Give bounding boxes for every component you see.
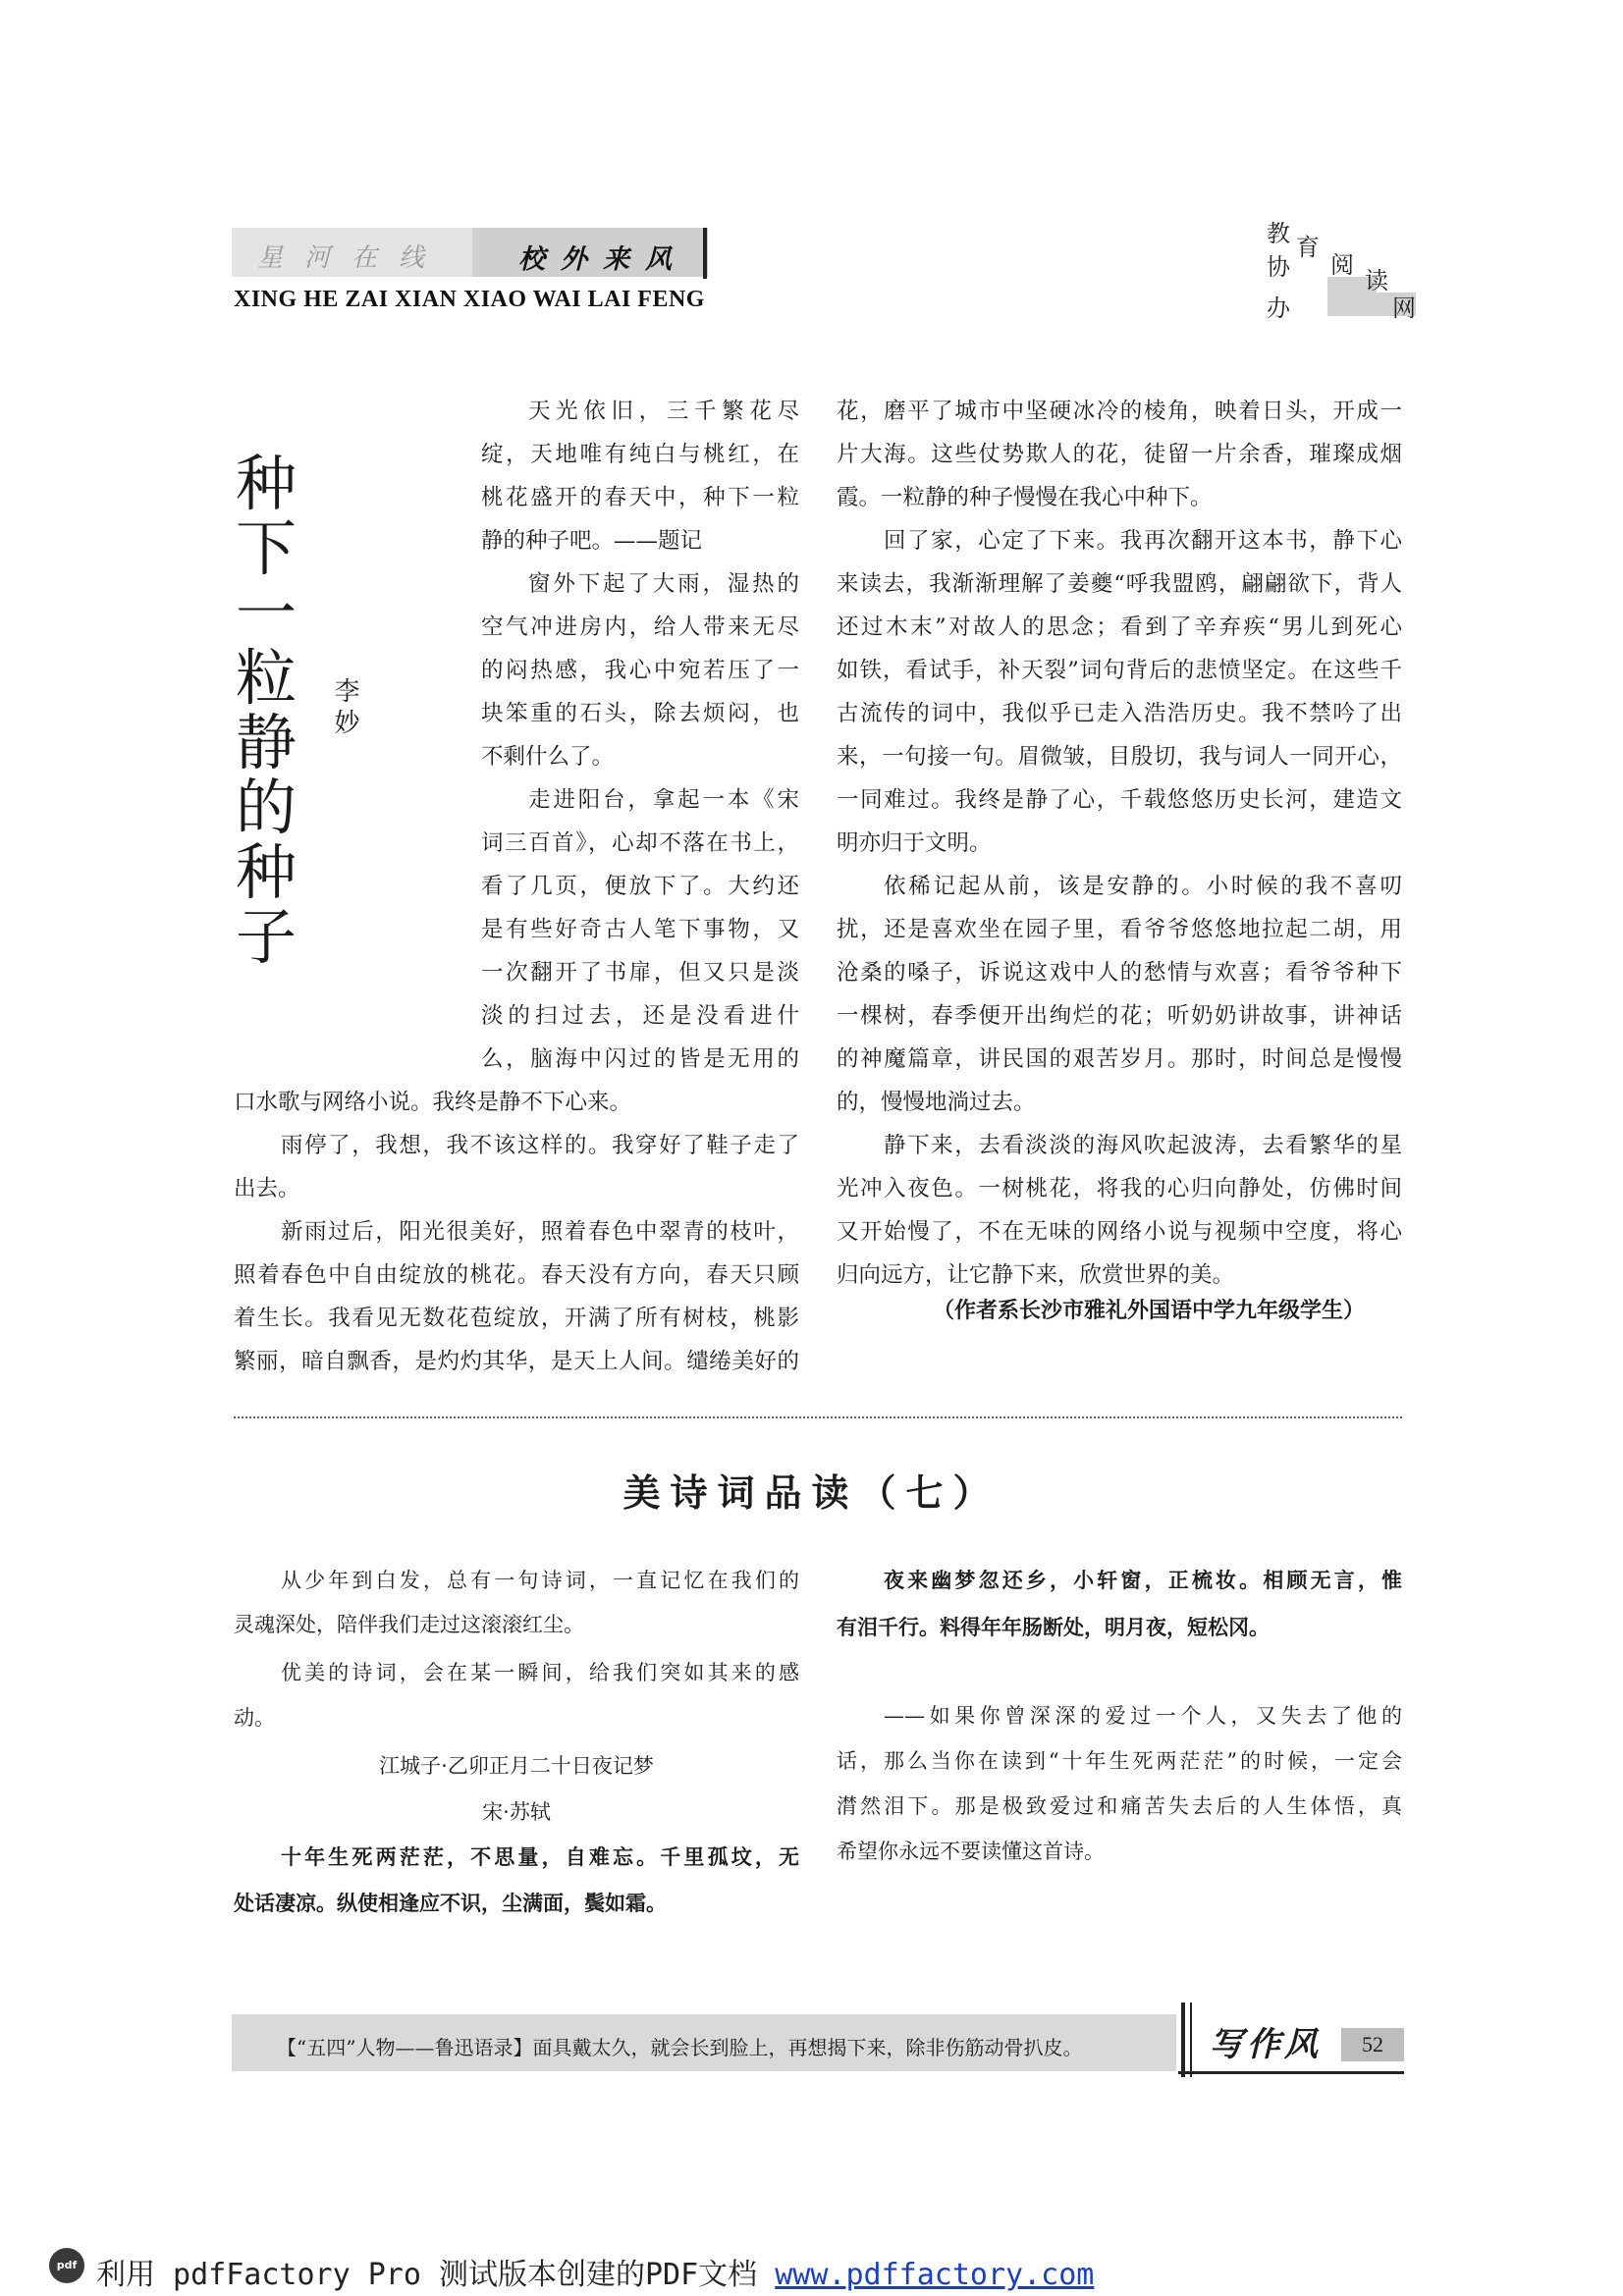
text-line: 片大海。这些仗势欺人的花，徒留一片余香，璀璨成烟 [837,442,1402,467]
text-line: 来读去，我渐渐理解了姜夔“呼我盟鸥，翩翩欲下，背人 [837,571,1402,597]
logo-char: 读 [1365,267,1388,294]
article-author: 李妙 [330,677,359,740]
text-line: 古流传的词中，我似乎已走入浩浩历史。我不禁吟了出 [837,701,1402,726]
header-column-name: 校外来风 [518,244,687,275]
text-line: 块笨重的石头，除去烦闷，也 [481,701,799,726]
text-line: 沧桑的嗓子，诉说这戏中人的愁情与欢喜；看爷爷种下 [837,960,1402,986]
text-line: 静的种子吧。——题记 [481,528,703,554]
poem-author: 宋·苏轼 [482,1800,551,1824]
text-line: ——如果你曾深深的爱过一个人，又失去了他的 [884,1704,1402,1728]
logo-char: 协 [1267,253,1290,281]
text-line: 依稀记起从前，该是安静的。小时候的我不喜叨 [884,874,1402,899]
title-char: 种 [236,448,298,519]
text-line: 扰，还是喜欢坐在园子里，看爷爷悠悠地拉起二胡，用 [837,917,1402,942]
poem-line: 处话凄凉。纵使相逢应不识，尘满面，鬓如霜。 [234,1892,667,1915]
text-line: 动。 [234,1706,275,1730]
text-line: 走进阳台，拿起一本《宋 [528,787,799,813]
footer-quote: 【“五四”人物——鲁迅语录】面具戴太久，就会长到脸上，再想揭下来，除非伤筋动骨扒皮。 [277,2036,1083,2059]
poem-title: 江城子·乙卯正月二十日夜记梦 [379,1754,654,1778]
text-line: 从少年到白发，总有一句诗词，一直记忆在我们的 [281,1569,799,1592]
title-char: 的 [236,772,298,843]
text-line: 明亦归于文明。 [837,830,992,856]
poem-line: 十年生死两茫茫，不思量，自难忘。千里孤坟，无 [281,1845,799,1869]
text-line: 的，慢慢地淌过去。 [837,1090,1036,1115]
text-line: 照着春色中自由绽放的桃花。春天没有方向，春天只顾 [234,1262,799,1288]
text-line: 的神魔篇章，讲民国的艰苦岁月。那时，时间总是慢慢 [837,1046,1402,1072]
watermark-text: 利用 pdfFactory Pro 测试版本创建的PDF文档 [96,2258,776,2292]
poem-line: 夜来幽梦忽还乡，小轩窗，正梳妆。相顾无言，惟 [884,1569,1402,1592]
text-line: 绽，天地唯有纯白与桃红，在 [481,442,799,467]
watermark-link[interactable]: www.pdffactory.com [775,2258,1095,2292]
page-number: 52 [1362,2032,1383,2056]
watermark [96,2250,1094,2293]
text-line: 话，那么当你在读到“十年生死两茫茫”的时候，一定会 [837,1749,1402,1773]
text-line: 口水歌与网络小说。我终是静不下心来。 [234,1090,632,1115]
header-pinyin: XING HE ZAI XIAN XIAO WAI LAI FENG [234,287,705,312]
text-line: 天光依旧，三千繁花尽 [528,399,799,424]
title-char: 粒 [236,642,298,714]
text-line: 霞。一粒静的种子慢慢在我心中种下。 [837,485,1213,510]
footer-rule [1181,2002,1185,2077]
text-line: 不剩什么了。 [481,744,615,770]
text-line: 优美的诗词，会在某一瞬间，给我们突如其来的感 [281,1661,799,1684]
text-line: 出去。 [234,1176,300,1201]
title-char: 静 [236,707,298,778]
text-line: 一同难过。我终是静了心，千载悠悠历史长河，建造文 [837,787,1402,813]
text-line: 窗外下起了大雨，湿热的 [528,571,799,597]
title-char: 一 [236,577,298,649]
text-line: 花，磨平了城市中坚硬冰冷的棱角，映着日头，开成一 [837,399,1402,424]
text-line: 来，一句接一句。眉微皱，目殷切，我与词人一同开心， [837,744,1402,770]
logo-char: 教 [1267,220,1290,247]
text-line: 么，脑海中闪过的皆是无用的 [481,1046,799,1072]
text-line: 一棵树，春季便开出绚烂的花；听奶奶讲故事，讲神话 [837,1003,1402,1029]
logo-char: 网 [1392,294,1416,322]
title-char: 下 [236,512,298,584]
text-line: 静下来，去看淡淡的海风吹起波涛，去看繁华的星 [884,1133,1402,1158]
text-line: 词三百首》，心却不落在书上， [481,830,799,856]
text-line: 看了几页，便放下了。大约还 [481,874,799,899]
text-line: 的闷热感，我心中宛若压了一 [481,658,799,683]
header-divider [703,228,707,279]
title-char: 种 [236,836,298,908]
text-line: 还过木末”对故人的思念；看到了辛弃疾“男儿到死心 [837,614,1402,640]
text-line: 空气冲进房内，给人带来无尽 [481,614,799,640]
text-line: 潸然泪下。那是极致爱过和痛苦失去后的人生体悟，真 [837,1794,1402,1818]
logo-char: 办 [1267,294,1290,322]
pdffactory-logo-icon: pdf [49,2248,84,2283]
logo-char: 阅 [1330,251,1354,279]
text-line: 淡的扫过去，还是没看进什 [481,1003,799,1029]
title-char: 子 [236,901,298,973]
magazine-name: 写作风 [1210,2025,1322,2064]
text-line: 是有些好奇古人笔下事物，又 [481,917,799,942]
footer-rule [1190,2002,1192,2077]
text-line: 如铁，看试手，补天裂”词句背后的悲愤坚定。在这些千 [837,658,1402,683]
text-line: 希望你永远不要读懂这首诗。 [837,1840,1105,1863]
text-line: 雨停了，我想，我不该这样的。我穿好了鞋子走了 [281,1133,799,1158]
text-line: 灵魂深处，陪伴我们走过这滚滚红尘。 [234,1613,584,1636]
text-line: 光冲入夜色。一树桃花，将我的心归向静处，仿佛时间 [837,1176,1402,1201]
article-byline: （作者系长沙市雅礼外国语中学九年级学生） [933,1299,1366,1323]
section-divider [234,1416,1402,1418]
text-line: 又开始慢了，不在无味的网络小说与视频中空度，将心 [837,1219,1402,1245]
logo-char: 育 [1296,234,1320,261]
text-line: 繁丽，暗自飘香，是灼灼其华，是天上人间。缱绻美好的 [234,1349,799,1374]
text-line: 新雨过后，阳光很美好，照着春色中翠青的枝叶， [281,1219,799,1245]
text-line: 着生长。我看见无数花苞绽放，开满了所有树枝，桃影 [234,1306,799,1331]
poem-line: 有泪千行。料得年年肠断处，明月夜，短松冈。 [837,1616,1270,1639]
text-line: 桃花盛开的春天中，种下一粒 [481,485,799,510]
text-line: 一次翻开了书扉，但又只是淡 [481,960,799,986]
text-line: 回了家，心定了下来。我再次翻开这本书，静下心 [884,528,1402,554]
header-section-name: 星河在线 [257,243,447,273]
section-title: 美诗词品读（七） [622,1471,1001,1515]
footer-rule [1178,2071,1404,2074]
text-line: 归向远方，让它静下来，欣赏世界的美。 [837,1262,1235,1288]
